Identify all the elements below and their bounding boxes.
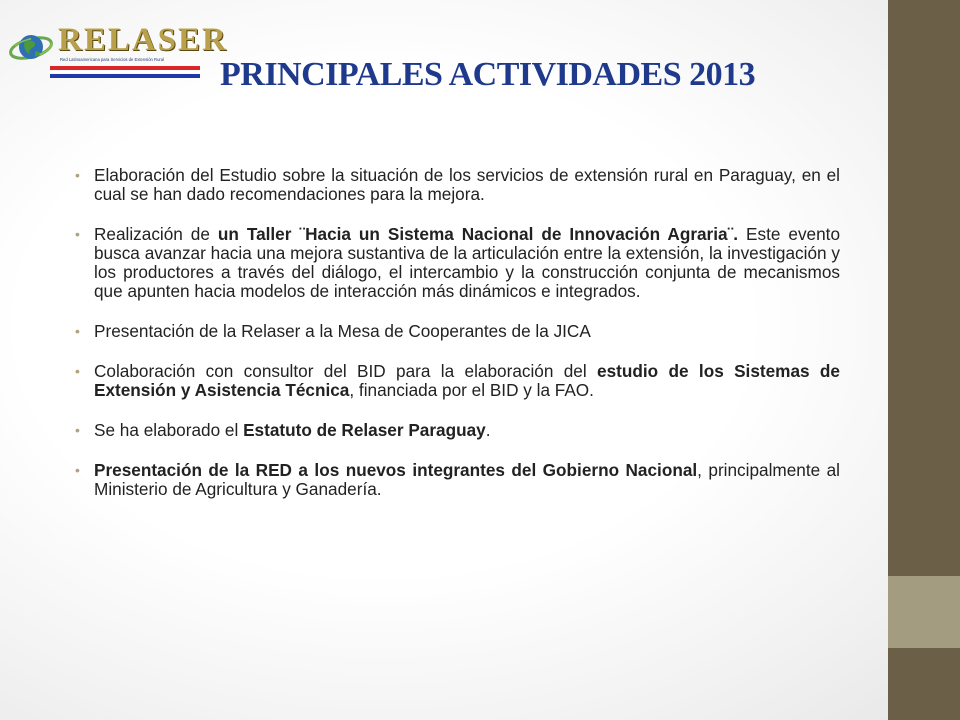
- list-item: [72, 166, 840, 204]
- globe-icon: [8, 24, 54, 70]
- bullet-icon: •: [75, 462, 80, 478]
- list-item: [72, 362, 840, 400]
- list-item: [72, 421, 840, 440]
- logo-flag-stripes: [50, 66, 200, 80]
- bullet-bold-text: estudio de los Sistemas de Extensión y Asistencia Técnica: [94, 361, 840, 400]
- bullet-text: Se ha elaborado el: [94, 420, 244, 440]
- relaser-logo: [8, 20, 228, 82]
- bullet-bold-text: Estatuto de Relaser Paraguay: [243, 420, 486, 440]
- bullet-icon: •: [75, 226, 80, 242]
- bullet-text: Este evento busca avanzar hacia una mejora sustantiva de la articulación entre la extensión, la investigación y los productores a través del diálogo, el intercambio y la construcción conjunta de mecanismos que apunten hacia modelos de interacción más dinámicos e integrados.: [94, 224, 841, 301]
- activities-list: [72, 166, 840, 520]
- bullet-icon: •: [75, 323, 80, 339]
- bullet-text: Elaboración del Estudio sobre la situación de los servicios de extensión rural en Paraguay, en el cual se han dado recomendaciones para la mejora.: [94, 165, 840, 204]
- bullet-text: , financiada por el BID y la FAO.: [349, 380, 594, 400]
- list-item: [72, 225, 840, 301]
- bullet-text: Presentación de la Relaser a la Mesa de Cooperantes de la JICA: [94, 321, 591, 341]
- bullet-icon: •: [75, 422, 80, 438]
- bullet-text: , principalmente al Ministerio de Agricultura y Ganadería.: [94, 460, 840, 499]
- bullet-text: .: [485, 420, 491, 440]
- band-accent-block: [888, 576, 960, 648]
- bullet-icon: •: [75, 167, 80, 183]
- bullet-icon: •: [75, 363, 80, 379]
- slide-title: PRINCIPALES ACTIVIDADES 2013: [220, 56, 756, 93]
- right-decorative-band: [888, 0, 960, 720]
- bullet-text: Colaboración con consultor del BID para la elaboración del: [94, 361, 598, 381]
- bullet-bold-text: un Taller ¨Hacia un Sistema Nacional de Innovación Agraria¨.: [217, 224, 739, 244]
- bullet-bold-text: Presentación de la RED a los nuevos integrantes del Gobierno Nacional: [94, 460, 698, 480]
- logo-subtitle: Red Latinoamericana para Servicios de Extensión Rural: [60, 57, 165, 62]
- list-item: [72, 461, 840, 499]
- logo-wordmark: RELASER: [58, 22, 228, 58]
- list-item: [72, 322, 840, 341]
- bullet-text: Realización de: [94, 224, 218, 244]
